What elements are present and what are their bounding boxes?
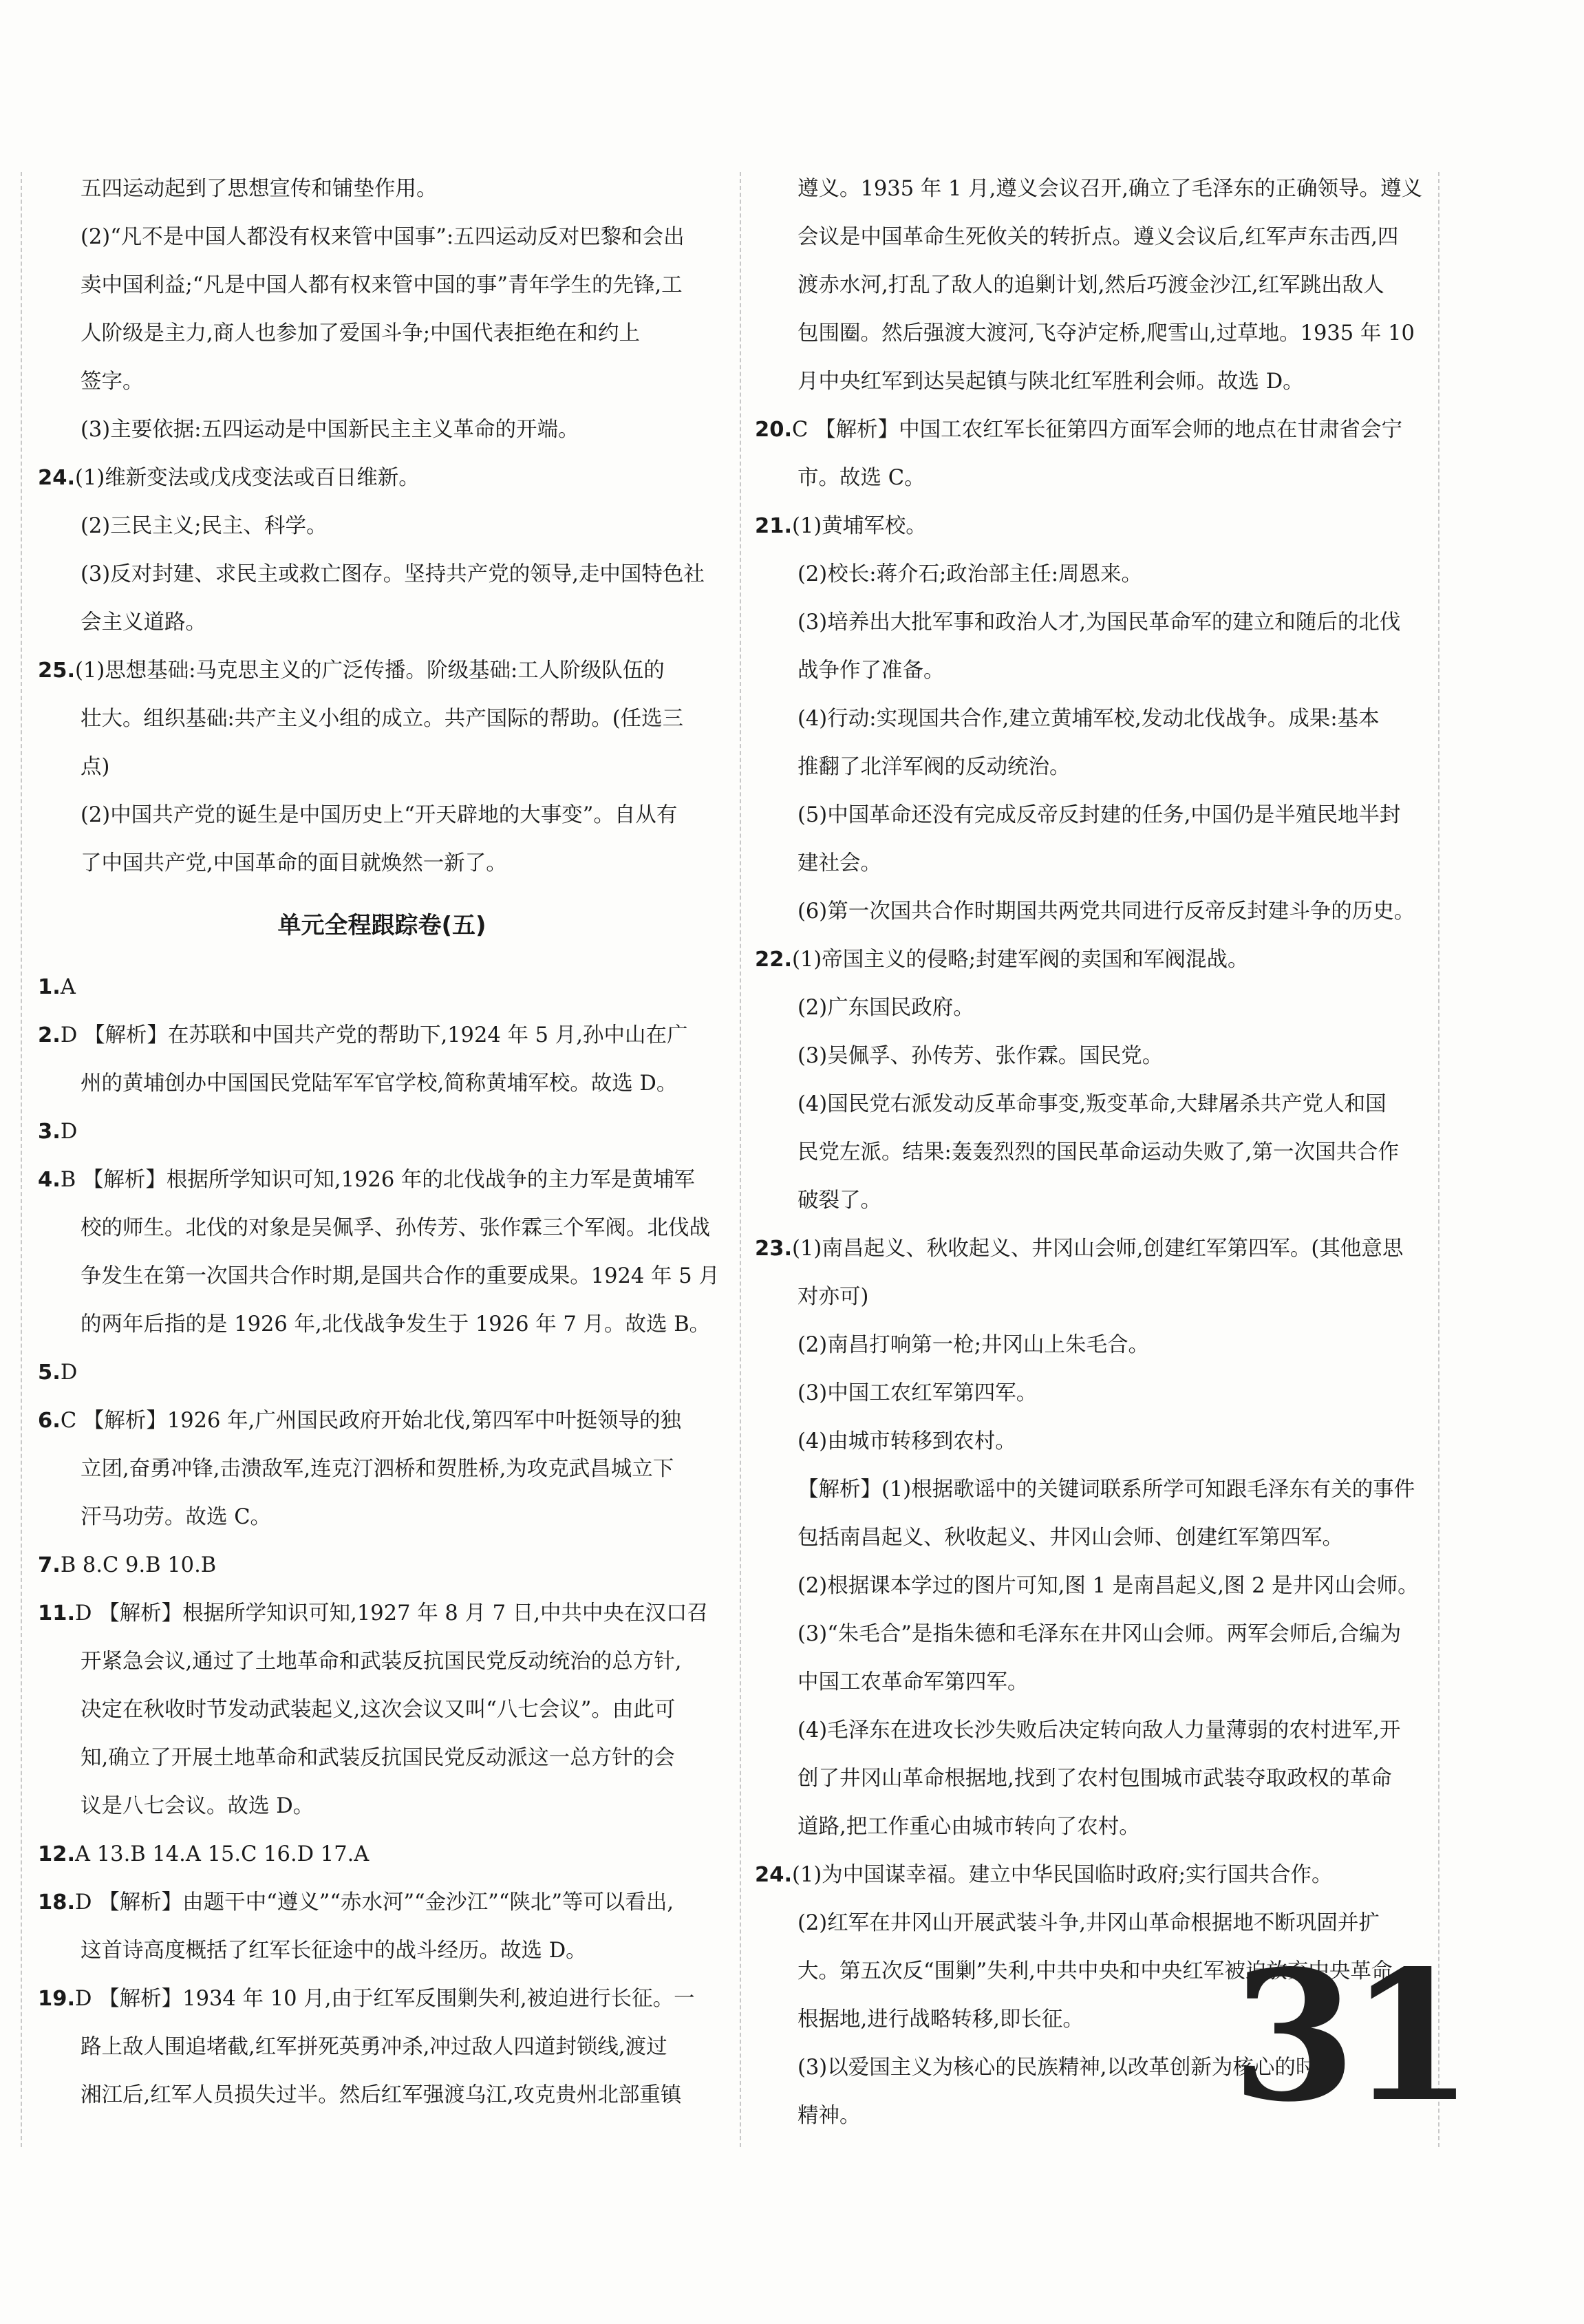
text-line: 会议是中国革命生死攸关的转折点。遵义会议后,红军声东击西,四 xyxy=(798,225,1399,249)
answer-continuation: 校的师生。北伐的对象是吴佩孚、孙传芳、张作霖三个军阀。北伐战 xyxy=(81,1216,710,1240)
answer-continuation: 精神。 xyxy=(798,2104,861,2128)
answer-continuation: 知,确立了开展土地革命和武装反抗国民党反动派这一总方针的会 xyxy=(81,1746,675,1770)
answer-text: (1)黄埔军校。 xyxy=(792,514,927,538)
answer-continuation: (2)校长:蒋介石;政治部主任:周恩来。 xyxy=(798,562,1143,586)
answer-text: D 【解析】根据所学知识可知,1927 年 8 月 7 日,中共中央在汉口召 xyxy=(75,1601,708,1625)
answer-continuation: (2)广东国民政府。 xyxy=(798,996,974,1020)
answer-item xyxy=(755,1225,1443,1273)
answer-item xyxy=(38,647,726,695)
section-title: 单元全程跟踪卷(五) xyxy=(277,912,486,939)
answer-continuation: 建社会。 xyxy=(798,851,881,875)
text-line: 遵义。1935 年 1 月,遵义会议召开,确立了毛泽东的正确领导。遵义 xyxy=(798,177,1422,201)
answer-item xyxy=(755,502,1443,551)
answer-item xyxy=(38,1831,726,1879)
answer-item xyxy=(38,1879,726,1927)
text-line: (2)“凡不是中国人都没有权来管中国事”:五四运动反对巴黎和会出 xyxy=(81,225,685,249)
answer-continuation: 推翻了北洋军阀的反动统治。 xyxy=(798,755,1071,779)
answer-item xyxy=(755,1851,1443,1899)
answer-continuation: 【解析】(1)根据歌谣中的关键词联系所学可知跟毛泽东有关的事件 xyxy=(798,1478,1415,1502)
answer-continuation: 了中国共产党,中国革命的面目就焕然一新了。 xyxy=(81,851,507,875)
answer-item xyxy=(38,454,726,502)
answer-number: 12. xyxy=(38,1842,76,1866)
answer-item xyxy=(38,1542,726,1590)
answer-continuation: (4)由城市转移到农村。 xyxy=(798,1429,1016,1453)
answer-continuation: (2)南昌打响第一枪;井冈山上朱毛合。 xyxy=(798,1333,1149,1357)
answer-text: D 【解析】在苏联和中国共产党的帮助下,1924 年 5 月,孙中山在广 xyxy=(60,1023,688,1047)
text-line: 卖中国利益;“凡是中国人都有权来管中国的事”青年学生的先锋,工 xyxy=(81,273,683,297)
answer-number: 6. xyxy=(38,1409,61,1433)
answer-number: 18. xyxy=(38,1890,76,1915)
answer-number: 24. xyxy=(755,1863,793,1887)
answer-continuation: 道路,把工作重心由城市转向了农村。 xyxy=(798,1815,1140,1839)
answer-continuation: (2)红军在井冈山开展武装斗争,井冈山革命根据地不断巩固并扩 xyxy=(798,1911,1380,1935)
answer-text: (1)思想基础:马克思主义的广泛传播。阶级基础:工人阶级队伍的 xyxy=(75,659,665,683)
answer-item xyxy=(38,1012,726,1060)
answer-continuation: 开紧急会议,通过了土地革命和武装反抗国民党反动统治的总方针, xyxy=(81,1650,682,1674)
answer-continuation: 点) xyxy=(81,755,110,779)
text-line: (3)主要依据:五四运动是中国新民主主义革命的开端。 xyxy=(81,418,579,442)
column-divider xyxy=(740,172,741,2147)
answer-continuation: (2)三民主义;民主、科学。 xyxy=(81,514,328,538)
right-column xyxy=(755,165,1443,2140)
answer-continuation: (3)培养出大批军事和政治人才,为国民革命军的建立和随后的北伐 xyxy=(798,610,1401,635)
answer-text: C 【解析】中国工农红军长征第四方面军会师的地点在甘肃省会宁 xyxy=(792,418,1403,442)
answer-number: 21. xyxy=(755,514,793,538)
answer-continuation: (2)中国共产党的诞生是中国历史上“开天辟地的大事变”。自从有 xyxy=(81,803,678,827)
answer-text: D xyxy=(60,1361,78,1385)
answer-continuation: (5)中国革命还没有完成反帝反封建的任务,中国仍是半殖民地半封 xyxy=(798,803,1401,827)
answer-text: B 【解析】根据所学知识可知,1926 年的北伐战争的主力军是黄埔军 xyxy=(60,1168,695,1192)
answer-number: 25. xyxy=(38,659,76,683)
answer-continuation: 创了井冈山革命根据地,找到了农村包围城市武装夺取政权的革命 xyxy=(798,1767,1392,1791)
answer-number: 1. xyxy=(38,975,61,999)
left-margin-rule xyxy=(21,172,22,2147)
answer-text: A xyxy=(60,975,76,999)
answer-continuation: (2)根据课本学过的图片可知,图 1 是南昌起义,图 2 是井冈山会师。 xyxy=(798,1574,1419,1598)
answer-continuation: 湘江后,红军人员损失过半。然后红军强渡乌江,攻克贵州北部重镇 xyxy=(81,2083,682,2107)
answer-continuation: 包括南昌起义、秋收起义、井冈山会师、创建红军第四军。 xyxy=(798,1526,1343,1550)
answer-continuation: 汗马功劳。故选 C。 xyxy=(81,1505,272,1529)
answer-continuation: (3)吴佩孚、孙传芳、张作霖。国民党。 xyxy=(798,1044,1164,1068)
answer-continuation: 中国工农革命军第四军。 xyxy=(798,1670,1029,1694)
text-line: 包围圈。然后强渡大渡河,飞夺泸定桥,爬雪山,过草地。1935 年 10 xyxy=(798,321,1415,345)
answer-item xyxy=(38,1397,726,1445)
answer-continuation: (3)中国工农红军第四军。 xyxy=(798,1381,1038,1405)
answer-text: A 13.B 14.A 15.C 16.D 17.A xyxy=(75,1842,370,1866)
answer-text: (1)维新变法或戊戌变法或百日维新。 xyxy=(75,466,420,490)
text-line: 五四运动起到了思想宣传和铺垫作用。 xyxy=(81,177,438,201)
answer-number: 5. xyxy=(38,1361,61,1385)
answer-continuation: (3)以爱国主义为核心的民族精神,以改革创新为核心的时代 xyxy=(798,2056,1338,2080)
answer-item xyxy=(755,406,1443,454)
answer-number: 4. xyxy=(38,1168,61,1192)
answer-number: 11. xyxy=(38,1601,76,1625)
answer-text: D 【解析】由题干中“遵义”“赤水河”“金沙江”“陕北”等可以看出, xyxy=(75,1890,674,1915)
answer-continuation: 对亦可) xyxy=(798,1285,869,1309)
answer-continuation: 路上敌人围追堵截,红军拼死英勇冲杀,冲过敌人四道封锁线,渡过 xyxy=(81,2035,667,2059)
answer-continuation: 大。第五次反“围剿”失利,中共中央和中央红军被迫放弃中央革命 xyxy=(798,1959,1393,1983)
answer-continuation: (3)反对封建、求民主或救亡图存。坚持共产党的领导,走中国特色社 xyxy=(81,562,705,586)
answer-continuation: 战争作了准备。 xyxy=(798,659,945,683)
answer-number: 20. xyxy=(755,418,793,442)
text-line: 渡赤水河,打乱了敌人的追剿计划,然后巧渡金沙江,红军跳出敌人 xyxy=(798,273,1384,297)
answer-item xyxy=(38,1590,726,1638)
answer-continuation: (4)行动:实现国共合作,建立黄埔军校,发动北伐战争。成果:基本 xyxy=(798,707,1380,731)
answer-number: 2. xyxy=(38,1023,61,1047)
answer-continuation: 的两年后指的是 1926 年,北伐战争发生于 1926 年 7 月。故选 B。 xyxy=(81,1312,711,1336)
answer-continuation: 市。故选 C。 xyxy=(798,466,925,490)
answer-continuation: (6)第一次国共合作时期国共两党共同进行反帝反封建斗争的历史。 xyxy=(798,899,1415,924)
left-column xyxy=(38,165,726,2120)
answer-continuation: (4)国民党右派发动反革命事变,叛变革命,大肆屠杀共产党人和国 xyxy=(798,1092,1387,1116)
answer-continuation: 立团,奋勇冲锋,击溃敌军,连克汀泗桥和贺胜桥,为攻克武昌城立下 xyxy=(81,1457,674,1481)
answer-continuation: (3)“朱毛合”是指朱德和毛泽东在井冈山会师。两军会师后,合编为 xyxy=(798,1622,1402,1646)
answer-item xyxy=(755,936,1443,984)
answer-text: (1)帝国主义的侵略;封建军阀的卖国和军阀混战。 xyxy=(792,948,1249,972)
text-line: 签字。 xyxy=(81,370,144,394)
answer-continuation: 这首诗高度概括了红军长征途中的战斗经历。故选 D。 xyxy=(81,1939,587,1963)
answer-text: C 【解析】1926 年,广州国民政府开始北伐,第四军中叶挺领导的独 xyxy=(60,1409,682,1433)
answer-item xyxy=(38,1156,726,1204)
answer-continuation: 民党左派。结果:轰轰烈烈的国民革命运动失败了,第一次国共合作 xyxy=(798,1140,1399,1164)
answer-continuation: 根据地,进行战略转移,即长征。 xyxy=(798,2007,1084,2032)
answer-number: 3. xyxy=(38,1120,61,1144)
answer-continuation: 争发生在第一次国共合作时期,是国共合作的重要成果。1924 年 5 月 xyxy=(81,1264,720,1288)
answer-text: (1)为中国谋幸福。建立中华民国临时政府;实行国共合作。 xyxy=(792,1863,1333,1887)
answer-item xyxy=(38,1108,726,1156)
answer-text: D 【解析】1934 年 10 月,由于红军反围剿失利,被迫进行长征。一 xyxy=(75,1987,695,2011)
answer-continuation: 壮大。组织基础:共产主义小组的成立。共产国际的帮助。(任选三 xyxy=(81,707,684,731)
answer-continuation: 决定在秋收时节发动武装起义,这次会议又叫“八七会议”。由此可 xyxy=(81,1698,676,1722)
answer-number: 24. xyxy=(38,466,76,490)
answer-text: D xyxy=(60,1120,78,1144)
answer-number: 22. xyxy=(755,948,793,972)
answer-continuation: 会主义道路。 xyxy=(81,610,206,635)
answer-continuation: 议是八七会议。故选 D。 xyxy=(81,1794,314,1818)
answer-continuation: 州的黄埔创办中国国民党陆军军官学校,简称黄埔军校。故选 D。 xyxy=(81,1072,678,1096)
text-line: 人阶级是主力,商人也参加了爱国斗争;中国代表拒绝在和约上 xyxy=(81,321,640,345)
answer-text: B 8.C 9.B 10.B xyxy=(60,1553,217,1577)
answer-item xyxy=(38,1349,726,1397)
text-line: 月中央红军到达吴起镇与陕北红军胜利会师。故选 D。 xyxy=(798,370,1304,394)
answer-continuation: 破裂了。 xyxy=(798,1188,881,1213)
answer-continuation: (4)毛泽东在进攻长沙失败后决定转向敌人力量薄弱的农村进军,开 xyxy=(798,1718,1401,1742)
answer-number: 7. xyxy=(38,1553,61,1577)
answer-item xyxy=(38,963,726,1012)
answer-item xyxy=(38,1975,726,2023)
answer-number: 23. xyxy=(755,1237,793,1261)
page-number: 31 xyxy=(1232,1932,1467,2142)
answer-number: 19. xyxy=(38,1987,76,2011)
answer-text: (1)南昌起义、秋收起义、井冈山会师,创建红军第四军。(其他意思 xyxy=(792,1237,1404,1261)
